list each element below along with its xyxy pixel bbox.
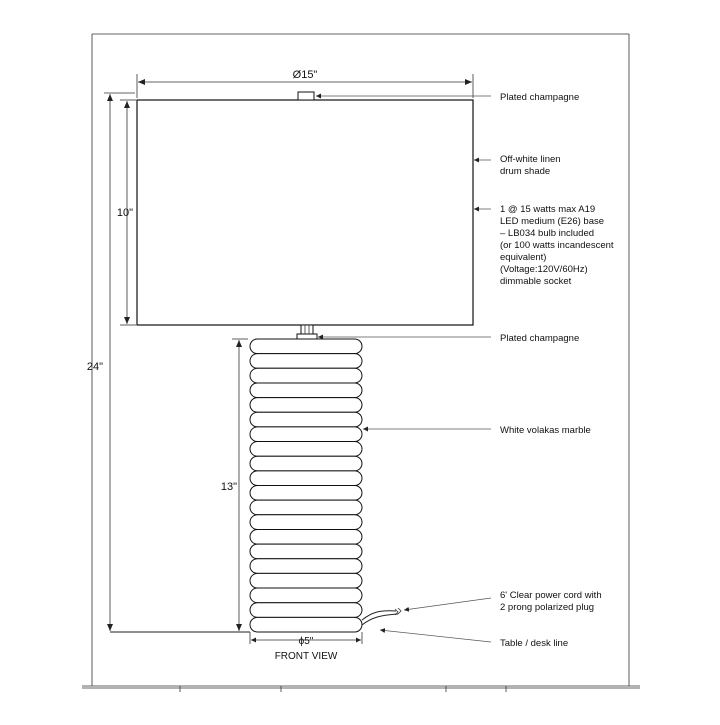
marble-rib — [250, 588, 362, 603]
cord-line-1 — [362, 611, 396, 620]
finial — [298, 92, 314, 100]
marble-body — [250, 339, 362, 632]
dimension-shade-height — [117, 100, 136, 325]
leader-line — [380, 630, 491, 642]
leader-line — [404, 598, 491, 610]
dimension-base-height — [221, 339, 248, 631]
bulb-callout-line-7: dimmable socket — [500, 276, 572, 287]
lamp-shade — [137, 100, 473, 325]
callout-table — [380, 630, 568, 649]
cord-callout-line-1: 6' Clear power cord with — [500, 590, 602, 601]
marble-rib — [250, 456, 362, 471]
bulb-callout-line-3: – LB034 bulb included — [500, 228, 595, 239]
marble-rib — [250, 412, 362, 427]
callout-bulb — [474, 204, 614, 287]
dimension-base-diameter — [250, 632, 362, 662]
callout-body — [363, 425, 591, 436]
base-diameter-label: ϕ5" — [298, 636, 314, 647]
marble-rib — [250, 383, 362, 398]
marble-rib — [250, 486, 362, 501]
marble-rib — [250, 427, 362, 442]
dimension-overall-height — [87, 93, 135, 631]
marble-rib — [250, 354, 362, 369]
marble-rib — [250, 442, 362, 457]
neck-callout-text: Plated champagne — [500, 333, 580, 344]
shade-callout-line-1: Off-white linen — [500, 154, 561, 165]
drum-shade-outline — [137, 100, 473, 325]
neck-collar — [297, 334, 317, 339]
shade-callout-line-2: drum shade — [500, 166, 551, 177]
callout-shade — [474, 154, 561, 177]
bulb-callout-line-1: 1 @ 15 watts max A19 — [500, 204, 596, 215]
marble-rib — [250, 339, 362, 354]
shade-diameter-label: Ø15" — [292, 69, 318, 81]
power-cord — [362, 608, 401, 625]
base-height-label: 13" — [220, 481, 237, 493]
lamp-neck — [297, 325, 317, 339]
bulb-callout-line-5: equivalent) — [500, 252, 547, 263]
table-callout-text: Table / desk line — [500, 638, 569, 649]
cord-callout-line-2: 2 prong polarized plug — [500, 602, 595, 613]
body-callout-text: White volakas marble — [500, 425, 591, 436]
bulb-callout-line-2: LED medium (E26) base — [500, 216, 605, 227]
neck-upper — [301, 325, 313, 334]
marble-rib — [250, 529, 362, 544]
marble-rib — [250, 544, 362, 559]
finial-callout-text: Plated champagne — [500, 92, 580, 103]
marble-rib — [250, 603, 362, 618]
marble-rib — [250, 573, 362, 588]
marble-rib — [250, 500, 362, 515]
marble-rib — [250, 471, 362, 486]
shade-height-label: 10" — [116, 207, 133, 219]
marble-rib — [250, 398, 362, 413]
marble-rib — [250, 559, 362, 574]
cord-plug-break — [395, 608, 401, 615]
overall-height-label: 24" — [86, 361, 103, 373]
marble-rib — [250, 617, 362, 632]
marble-rib — [250, 515, 362, 530]
callout-cord — [404, 590, 602, 613]
bulb-callout-line-6: (Voltage:120V/60Hz) — [500, 264, 588, 275]
view-label: FRONT VIEW — [274, 651, 338, 662]
bulb-callout-line-4: (or 100 watts incandescent — [500, 240, 614, 251]
finial-cap — [298, 92, 314, 100]
marble-rib — [250, 368, 362, 383]
